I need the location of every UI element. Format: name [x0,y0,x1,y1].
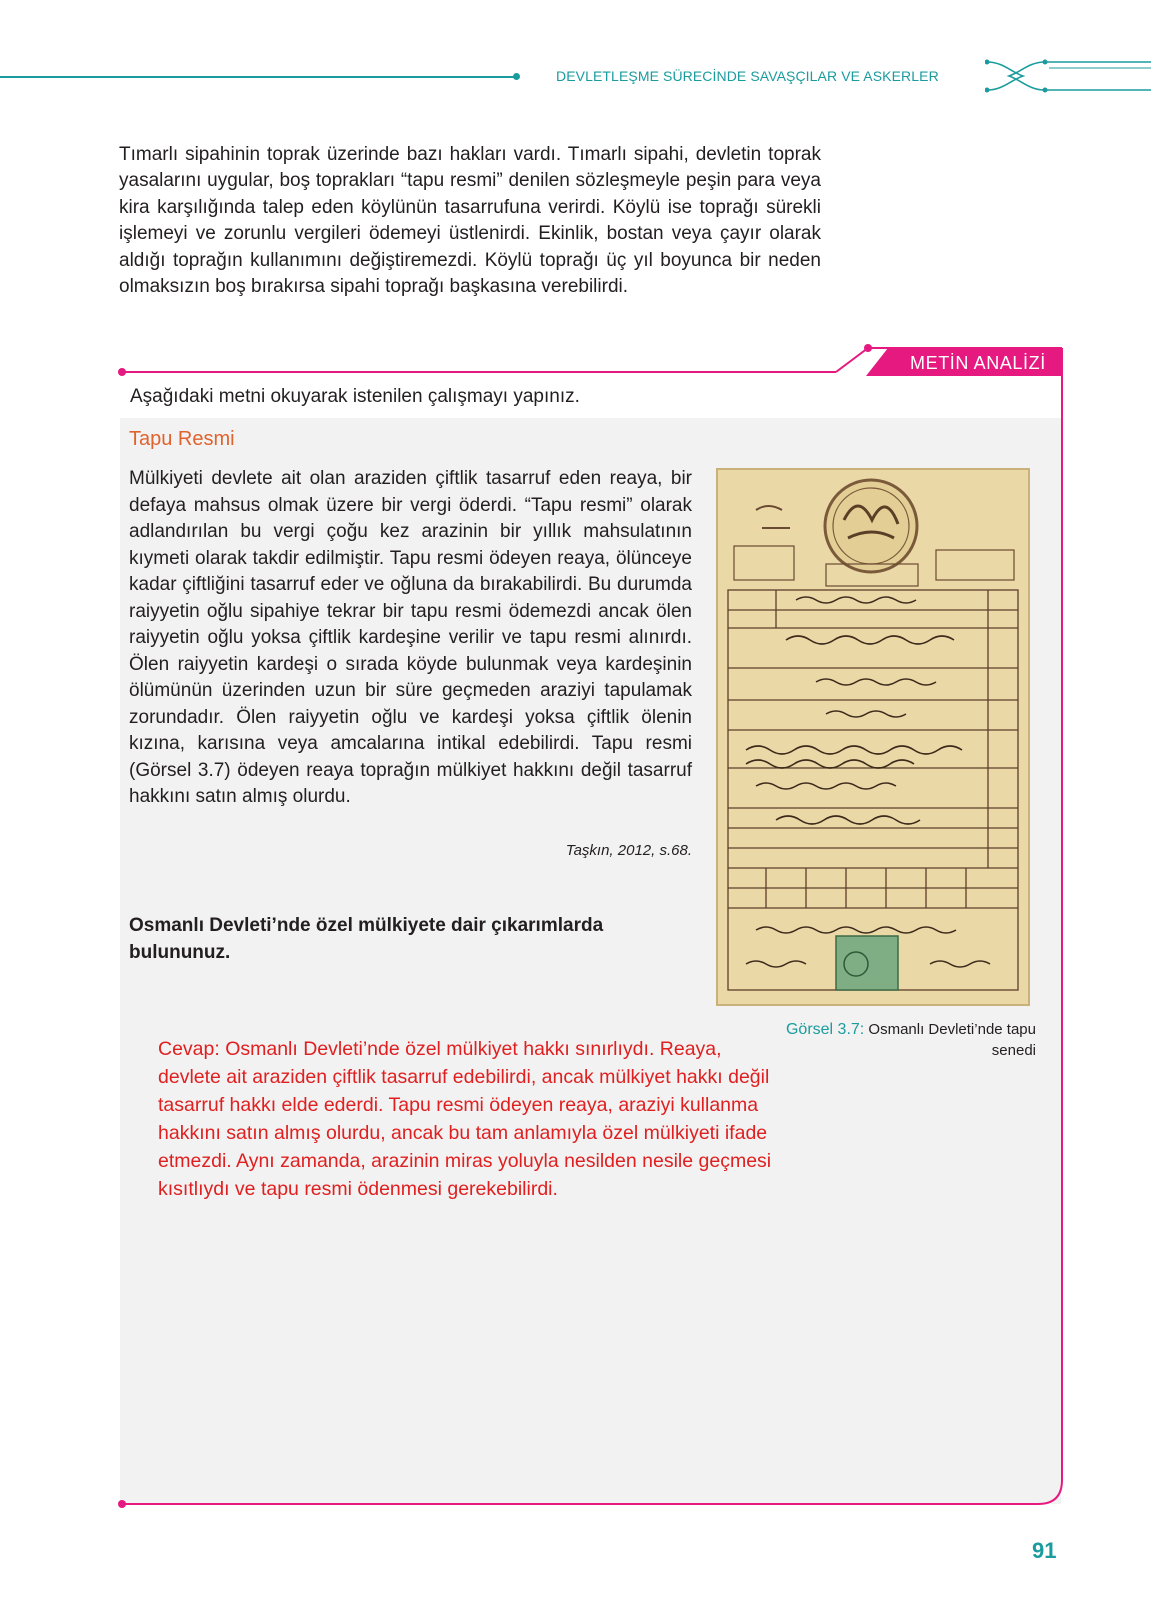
intro-paragraph: Tımarlı sipahinin toprak üzerinde bazı hakları vardı. Tımarlı sipahi, devletin toprak yasalarını uygular, boş toprakları “tapu resmi” denilen sözleşmeyle peşin para veya kira karşılığında talep eden köylünün tasarrufuna verirdi. Köylü ise toprağı sürekli işlemeyi ve zorunlu vergileri ödemeyi üstlenirdi. Ekinlik, bostan veya çayır olarak aldığı toprağın kullanımını değiştiremezdi. Köylü toprağı üç yıl boyunca bir neden olmaksızın boş bırakırsa sipahi toprağı başkasına verebilirdi. [119,144,821,298]
source-title: Tapu Resmi [129,428,235,450]
figure-label: Görsel 3.7: [785,1021,865,1038]
header-rule-dot [513,73,520,80]
answer-text: Cevap: Osmanlı Devleti’nde özel mülkiyet hakkı sınırlıydı. Reaya, devlete ait araziden çiftlik tasarruf edebilirdi, ancak mülkiyet hakkı değil tasarruf hakkı elde ederdi. Tapu resmi ödeyen reaya, araziyi kullanma hakkını satın almış olurdu, ancak bu tam anlamıyla özel mülkiyeti ifade etmezdi. Aynı zamanda, arazinin miras yoluyla nesilden nesile geçmesi kısıtlıydı ve tapu resmi ödenmesi gerekebilirdi. [158,1038,772,1200]
tapu-document-image [716,468,1030,1006]
section-tag-label: METİN ANALİZİ [910,353,1046,373]
chapter-title: DEVLETLEŞME SÜRECİNDE SAVAŞÇILAR VE ASKERLER [556,68,939,84]
header-ornament-icon [985,56,1151,96]
instruction-text: Aşağıdaki metni okuyarak istenilen çalışmayı yapınız. [130,386,580,407]
source-text: Mülkiyeti devlete ait olan araziden çiftlik tasarruf eden reaya, bir defaya mahsus olmak üzere bir vergi öderdi. “Tapu resmi” olarak adlandırılan bu vergi çoğu kez arazinin bir yıllık mahsulatının kıymeti olarak takdir edilmiştir. Tapu resmi ödeyen reaya, ölünceye kadar çiftliğini tasarruf eder ve oğluna da bırakabilirdi. Bu durumda raiyyetin oğlu sipahiye tekrar bir tapu resmi ödemezdi ancak ölen raiyyetin oğlu yoksa çiftlik kardeşine verilir ve tapu resmi alınırdı. Ölen raiyyetin kardeşi o sırada köyde bulunmak veya kardeşinin ölümünün üzerinden uzun bir süre geçmeden araziyi tapulamak zorundadır. Ölen raiyyetin oğlu ve kardeşi yoksa çiftlik ölenin kızına, karısına veya amcalarına intikal edebilirdi. Tapu resmi (Görsel 3.7) ödeyen reaya toprağın mülkiyet hakkını değil tasarruf hakkını satın almış olurdu. [129,468,692,807]
question-text: Osmanlı Devleti’nde özel mülkiyete dair çıkarımlarda bulununuz. [129,915,604,963]
page-number: 91 [1032,1538,1057,1563]
header-rule [0,76,516,78]
figure-caption-text: Osmanlı Devleti’nde tapu senedi [864,1021,1036,1059]
citation: Taşkın, 2012, s.68. [565,842,692,859]
